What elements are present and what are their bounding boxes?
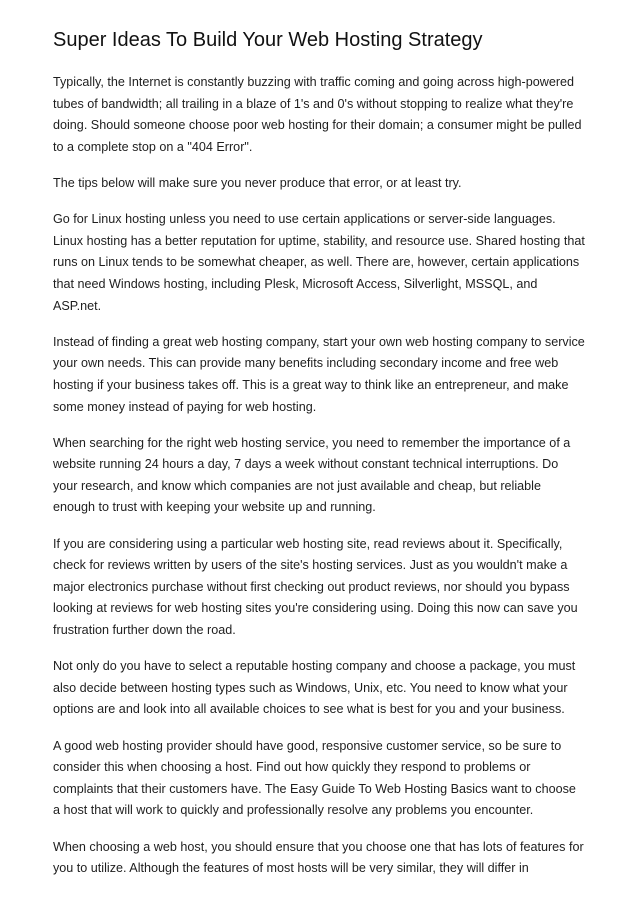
paragraph-uptime: When searching for the right web hosting service, you need to remember the importance of a website running 24 hours a day, 7 days a week without constant technical interruptions. Do your research, and know which companies are not just available and cheap, but reliable enough to trust with keeping your website up and running. bbox=[53, 435, 571, 515]
paragraph-tips-intro: The tips below will make sure you never produce that error, or at least try. bbox=[53, 175, 462, 190]
document-page bbox=[53, 26, 585, 894]
paragraph-own-hosting-company: Instead of finding a great web hosting company, start your own web hosting company to service your own needs. This can provide many benefits including secondary income and free web hosting if your business takes off. This is a great way to think like an entrepreneur, and make some money instead of paying for web hosting. bbox=[53, 334, 585, 414]
paragraph-features: When choosing a web host, you should ensure that you choose one that has lots of features for you to utilize. Although the features of most hosts will be very similar, they will differ in bbox=[53, 839, 584, 876]
paragraph-hosting-types: Not only do you have to select a reputable hosting company and choose a package, you must also decide between hosting types such as Windows, Unix, etc. You need to know what your options are and look into all available choices to see what is best for you and your business. bbox=[53, 659, 576, 717]
paragraph-reviews: If you are considering using a particular web hosting site, read reviews about it. Specifically, check for reviews written by users of the site's hosting services. Just as you wouldn't make a major electronics purchase without first checking out product reviews, nor should you bypass looking at reviews for web hosting sites you're considering using. Doing this now can save you frustration further down the road. bbox=[53, 536, 578, 638]
document-title: Super Ideas To Build Your Web Hosting Strategy bbox=[53, 29, 483, 51]
paragraph-customer-service: A good web hosting provider should have good, responsive customer service, so be sure to consider this when choosing a host. Find out how quickly they respond to problems or complaints that their customers have. The Easy Guide To Web Hosting Basics want to choose a host that will work to quickly and professionally resolve any problems you encounter. bbox=[53, 738, 576, 818]
paragraph-intro: Typically, the Internet is constantly buzzing with traffic coming and going across high-powered tubes of bandwidth; all trailing in a blaze of 1's and 0's without stopping to realize what they're doing. Should someone choose poor web hosting for their domain; a consumer might be pulled to a complete stop on a "404 Error". bbox=[53, 75, 582, 154]
paragraph-linux-hosting: Go for Linux hosting unless you need to use certain applications or server-side languages. Linux hosting has a better reputation for uptime, stability, and resource use. Shared hosting that runs on Linux tends to be somewhat cheaper, as well. There are, however, certain applications that need Windows hosting, including Plesk, Microsoft Access, Silverlight, MSSQL, and ASP.net. bbox=[53, 212, 585, 313]
